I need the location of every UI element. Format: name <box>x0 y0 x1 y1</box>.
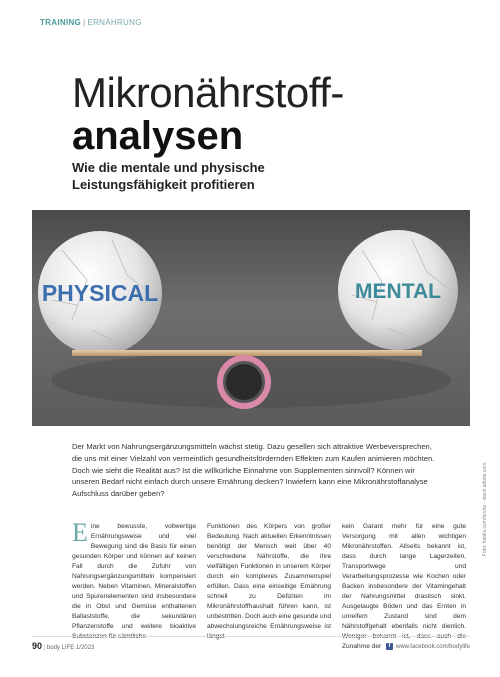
article-subtitle: Wie die mentale und physische Leistungsfähigkeit profitieren <box>72 160 265 192</box>
page-number: 90 <box>32 641 43 651</box>
footer-divider: | <box>43 645 47 651</box>
body-column-1 <box>72 518 196 642</box>
section-label: TRAINING <box>40 18 82 27</box>
section-header <box>40 18 142 27</box>
photo-credit: Foto: fotolia.com/bruno - stock.adobe.com <box>482 462 488 556</box>
drop-cap: E <box>72 518 88 547</box>
social-url: www.facebook.com/bodylife <box>395 643 470 650</box>
facebook-icon: f <box>386 643 393 650</box>
page-footer <box>32 641 470 653</box>
title-line-2: analysen <box>72 114 244 158</box>
body-column-3: kein Garant mehr für eine gute Versorgung mit allen wichtigen Mikronährstoffen. Allseits bekannt ist, dass durch lange Lagerzeiten, Transportwege und Verarbeitungsprozesse wie Kochen oder Backen insbesondere der Vitamingehalt der Nahrungsmittel drastisch sinkt. Ausgelaugte Böden und das Ernten in unreifem Zustand sind dem Nährstoffgehalt ebenfalls nicht dienlich. Zunahme der <box>342 523 466 651</box>
fulcrum-inner <box>226 364 262 400</box>
body-column-2: Funktionen des Körpers von großer Bedeutung. Nach aktuellen Erkenntnissen benötigt der Mensch weit über 40 verschiedene Nährstoffe, die ihre vielfältigen Funktionen in unserem Körper durch ein komplexes Zusammenspiel erfüllen. Dass eine einseitige Ernährung schnell zu Defiziten im Mikronährstoffhaushalt führen kann, ist unbestritten. Doch auch eine gesunde und abwechslungsreiche Ernährungsweise ist <box>207 523 331 631</box>
title-line-1: Mikronährstoff- <box>72 69 344 116</box>
social-link[interactable] <box>386 643 470 650</box>
subsection-label: ERNÄHRUNG <box>87 18 142 27</box>
body-column-1-text: ine bewusste, vollwertige Ernährungsweise und viel Bewegung sind die Basis für einen gesunden Körper und können auf keinen Fall durch die Zufuhr von Nahrungsergänzungsmitteln kompensiert werden. Neben Vitaminen, Mineralstoffen und Spurenelementen sind insbesondere die in Obst und Gemüse enthaltenen Ballaststoffe, die sekundären Pflanzenstoffe und weitere bioaktive <box>72 523 196 631</box>
intro-paragraph: Der Markt von Nahrungsergänzungsmitteln wächst stetig. Dazu gesellen sich attraktive Werbeversprechen, die uns mit einer Vielzahl von vermeintlich gesundheitsfördernden Effekten zum Kaufen animieren möchten. Doch wie sieht die Realität aus? Ist die willkürliche Einnahme von Supplementen sinnvoll? Können wir unseren Bedarf nicht einfach durch unsere Ernährung decken? Inwiefern kann eine Mikronährstoffanalyse Aufschluss darüber geben? <box>72 442 435 499</box>
balance-illustration <box>32 210 470 426</box>
balance-plank <box>72 350 422 356</box>
mental-label: MENTAL <box>355 280 441 303</box>
magazine-issue: body LIFE 1/2023 <box>46 645 95 651</box>
physical-label: PHYSICAL <box>41 280 159 306</box>
footer-rule <box>32 636 470 637</box>
header-divider: | <box>83 18 86 27</box>
hero-image <box>32 210 470 426</box>
